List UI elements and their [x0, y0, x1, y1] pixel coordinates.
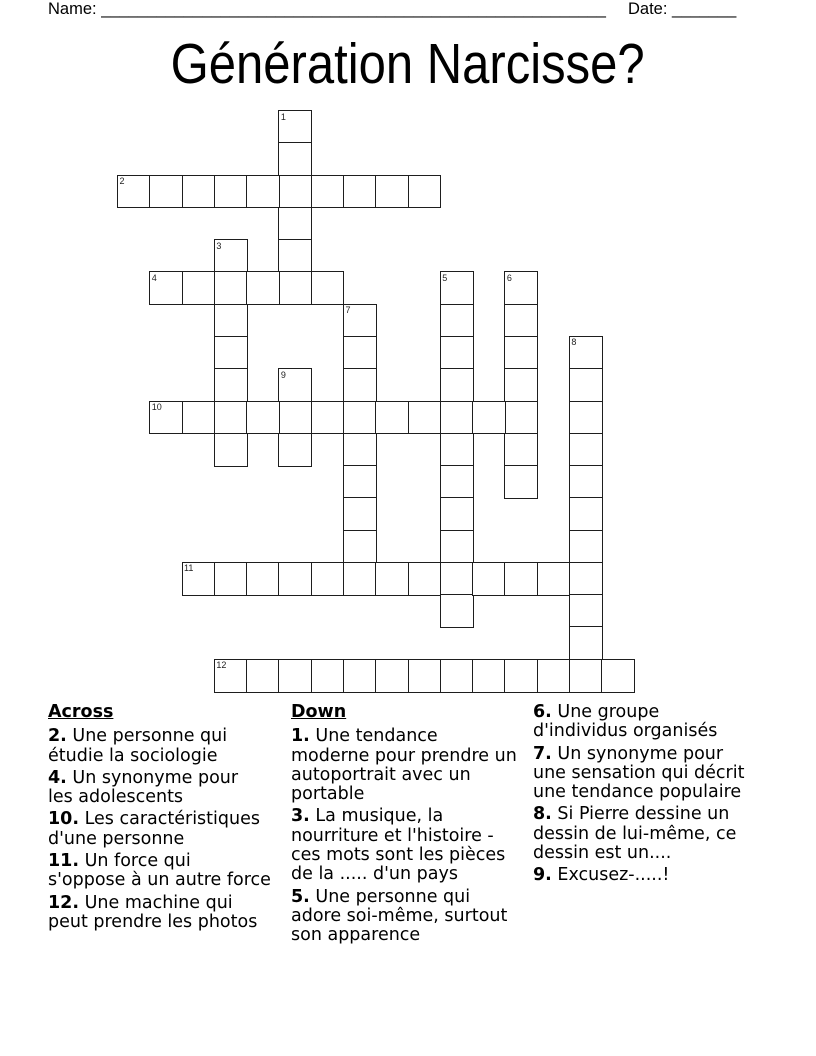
crossword-cell [343, 659, 377, 693]
grid-clue-number: 6 [506, 272, 512, 283]
crossword-cell [504, 401, 538, 435]
clue-text: s'oppose à un autre force [48, 870, 271, 891]
crossword-cell [278, 142, 312, 176]
crossword-cell [569, 594, 603, 628]
crossword-cell [440, 465, 474, 499]
across-heading: Across [48, 702, 114, 722]
crossword-cell [214, 368, 248, 402]
name-blank-line: _______________________________________________________ [101, 0, 606, 18]
crossword-cell [343, 175, 377, 209]
name-label: Name: [48, 0, 97, 18]
crossword-cell [278, 401, 312, 435]
grid-clue-number: 9 [280, 369, 286, 380]
crossword-cell [537, 562, 571, 596]
clue-text: ces mots sont les pièces [291, 845, 506, 866]
clue-text: son apparence [291, 925, 421, 946]
crossword-cell [504, 562, 538, 596]
crossword-cell [311, 659, 345, 693]
clue-down-3 [291, 807, 526, 884]
clue-number: 12. [48, 892, 80, 913]
crossword-cell [504, 304, 538, 338]
clue-text: Les caractéristiques [84, 809, 260, 830]
crossword-cell [472, 659, 506, 693]
crossword-cell [504, 465, 538, 499]
clue-text: Un force qui [84, 851, 191, 872]
crossword-cell [440, 433, 474, 467]
crossword-cell [149, 175, 183, 209]
clue-down-1 [291, 727, 526, 804]
crossword-cell [440, 530, 474, 564]
clue-text: autoportrait avec un [291, 764, 471, 785]
crossword-cell [182, 175, 216, 209]
crossword-cell [246, 659, 280, 693]
crossword-cell [375, 175, 409, 209]
crossword-cell [278, 659, 312, 693]
crossword-cell [343, 562, 377, 596]
clue-text: dessin de lui-même, ce [533, 823, 737, 844]
crossword-cell [278, 271, 312, 305]
crossword-cell [246, 401, 280, 435]
clue-across-2 [48, 727, 283, 766]
clue-text: une tendance populaire [533, 782, 742, 803]
grid-clue-number: 8 [571, 337, 577, 348]
clue-text: Une machine qui [84, 892, 233, 913]
clue-down-7 [533, 745, 768, 803]
crossword-cell [246, 562, 280, 596]
crossword-cell [408, 659, 442, 693]
crossword-cell [375, 401, 409, 435]
crossword-cell [343, 401, 377, 435]
crossword-cell [246, 271, 280, 305]
clue-text: Si Pierre dessine un [557, 804, 730, 825]
crossword-cell [343, 368, 377, 402]
crossword-cell [343, 336, 377, 370]
crossword-cell [472, 562, 506, 596]
clue-number: 2. [48, 726, 67, 747]
crossword-cell [440, 562, 474, 596]
across-clues [48, 703, 283, 935]
clue-text: les adolescents [48, 787, 184, 808]
grid-clue-number: 11 [184, 563, 194, 574]
clue-number: 8. [533, 804, 552, 825]
clue-text: La musique, la [315, 806, 444, 827]
clue-text: d'une personne [48, 828, 185, 849]
crossword-cell [440, 304, 474, 338]
clue-text: Une tendance [315, 726, 438, 747]
crossword-cell [214, 401, 248, 435]
crossword-cell [440, 497, 474, 531]
crossword-cell [214, 336, 248, 370]
clue-text: de la ..... d'un pays [291, 864, 458, 885]
crossword-cell [569, 368, 603, 402]
crossword-cell [440, 336, 474, 370]
clue-across-12 [48, 894, 283, 933]
clue-text: une sensation qui décrit [533, 762, 745, 783]
clue-text: moderne pour prendre un [291, 745, 517, 766]
grid-clue-number: 10 [151, 402, 162, 413]
clue-text: nourriture et l'histoire - [291, 825, 494, 846]
clue-text: d'individus organisés [533, 721, 718, 742]
crossword-cell [569, 465, 603, 499]
clue-down-8 [533, 805, 768, 863]
clue-text: dessin est un.... [533, 843, 672, 864]
grid-clue-number: 4 [151, 272, 157, 283]
clue-text: Un synonyme pour [72, 767, 239, 788]
crossword-cell [278, 207, 312, 241]
crossword-cell [214, 304, 248, 338]
crossword-cell [440, 659, 474, 693]
clue-text: Une personne qui [315, 886, 471, 907]
clue-text: adore soi-même, surtout [291, 905, 508, 926]
crossword-cell [569, 497, 603, 531]
crossword-cell [182, 271, 216, 305]
crossword-cell [311, 401, 345, 435]
clue-down-9 [533, 866, 768, 885]
clue-across-10 [48, 810, 283, 849]
crossword-cell [440, 368, 474, 402]
page-title: Génération Narcisse? [170, 32, 646, 96]
clue-number: 1. [291, 726, 310, 747]
crossword-cell [214, 175, 248, 209]
clue-number: 6. [533, 702, 552, 722]
crossword-cell [440, 594, 474, 628]
crossword-cell [278, 239, 312, 273]
clue-down-5 [291, 888, 526, 946]
crossword-cell [569, 433, 603, 467]
clue-down-6 [533, 703, 768, 742]
crossword-cell [504, 368, 538, 402]
down-clues [291, 703, 526, 949]
clue-text: Une groupe [557, 702, 660, 722]
clue-text: portable [291, 784, 365, 805]
crossword-cell [343, 465, 377, 499]
clue-number: 9. [533, 865, 552, 886]
crossword-cell [440, 401, 474, 435]
crossword-cell [278, 175, 312, 209]
grid-clue-number: 1 [280, 111, 286, 122]
crossword-cell [569, 562, 603, 596]
clue-text: Une personne qui [72, 726, 228, 747]
clue-number: 10. [48, 809, 80, 830]
crossword-cell [182, 401, 216, 435]
crossword-cell [472, 401, 506, 435]
clue-number: 11. [48, 851, 80, 872]
clue-number: 5. [291, 886, 310, 907]
clue-across-4 [48, 769, 283, 808]
clue-across-11 [48, 852, 283, 891]
crossword-cell [278, 562, 312, 596]
grid-clue-number: 12 [216, 660, 227, 671]
crossword-cell [214, 433, 248, 467]
crossword-cell [504, 659, 538, 693]
crossword-cell [408, 401, 442, 435]
clue-text: Un synonyme pour [557, 743, 724, 764]
crossword-cell [537, 659, 571, 693]
clue-number: 4. [48, 767, 67, 788]
grid-clue-number: 3 [216, 240, 222, 251]
clue-number: 3. [291, 806, 310, 827]
clue-text: étudie la sociologie [48, 745, 218, 766]
crossword-cell [214, 562, 248, 596]
crossword-cell [408, 175, 442, 209]
crossword-cell [375, 659, 409, 693]
crossword-cell [408, 562, 442, 596]
grid-clue-number: 5 [442, 272, 448, 283]
crossword-cell [569, 626, 603, 660]
crossword-cell [569, 401, 603, 435]
grid-clue-number: 2 [119, 176, 125, 187]
crossword-cell [214, 271, 248, 305]
clue-number: 7. [533, 743, 552, 764]
clue-text: peut prendre les photos [48, 911, 258, 932]
crossword-cell [601, 659, 635, 693]
crossword-cell [343, 433, 377, 467]
grid-clue-number: 7 [345, 305, 351, 316]
crossword-cell [375, 562, 409, 596]
date-blank-line: _______ [672, 0, 737, 18]
crossword-cell [311, 175, 345, 209]
crossword-cell [278, 433, 312, 467]
crossword-cell [504, 336, 538, 370]
crossword-cell [311, 562, 345, 596]
crossword-cell [504, 433, 538, 467]
crossword-cell [311, 271, 345, 305]
crossword-cell [569, 659, 603, 693]
crossword-cell [569, 530, 603, 564]
date-label: Date: [628, 0, 668, 18]
down-clues-continued [533, 703, 768, 889]
clue-text: Excusez-.....! [557, 865, 670, 886]
crossword-cell [343, 530, 377, 564]
down-heading: Down [291, 702, 347, 722]
crossword-cell [246, 175, 280, 209]
crossword-cell [343, 497, 377, 531]
